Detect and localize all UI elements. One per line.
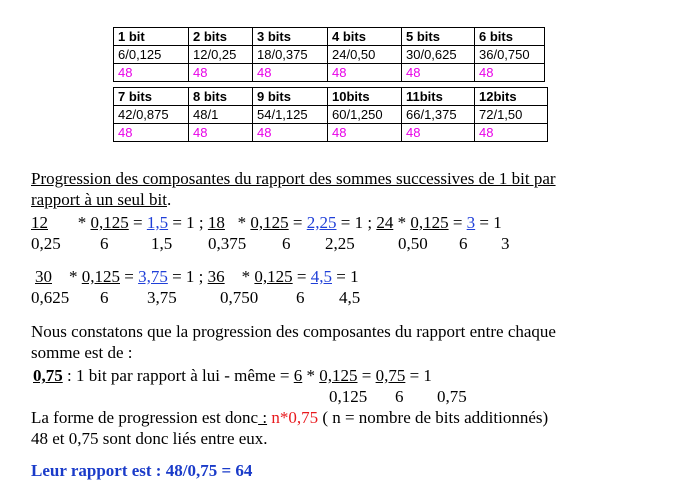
calc-denominator: 2,25: [325, 234, 355, 253]
calc-denominator: 0,125: [329, 387, 368, 406]
calc-denominator: 3,75: [147, 288, 177, 307]
linked-line: 48 et 0,75 sont donc liés entre eux.: [31, 429, 268, 448]
paragraph-line1: Nous constatons que la progression des composantes du rapport entre chaque: [31, 322, 556, 341]
calc-denominator: 1,5: [151, 234, 173, 253]
calc-denominator: 0,75: [437, 387, 467, 406]
table-result-cell: 48: [328, 64, 402, 82]
table-result-cell: 48: [253, 64, 328, 82]
calc-line-2: [35, 267, 359, 287]
table-header-cell: 10bits: [328, 88, 402, 106]
calc-operator: *: [241, 267, 255, 286]
table-result-cell: 48: [328, 124, 402, 142]
calc-numerator: 30: [35, 267, 52, 286]
table-row: [114, 106, 548, 124]
conclusion: Leur rapport est : 48/0,75 = 64: [31, 461, 253, 480]
calc-tail: = 1 ;: [167, 267, 208, 286]
calc-numerator: 18: [207, 213, 225, 232]
table-row: [114, 64, 545, 82]
table-result-cell: 48: [402, 64, 475, 82]
table-cell: 48/1: [189, 106, 253, 124]
table-cell: 36/0,750: [475, 46, 545, 64]
table-header-cell: 8 bits: [189, 88, 253, 106]
calc-operator: *: [302, 366, 320, 385]
calc-numerator: 36: [207, 267, 225, 286]
ratio-line: [33, 366, 432, 386]
table-header-cell: 12bits: [475, 88, 548, 106]
calc-numerator: 6: [293, 366, 303, 385]
table-cell: 12/0,25: [189, 46, 253, 64]
table-cell: 24/0,50: [328, 46, 402, 64]
calc-denominator: 0,375: [208, 234, 247, 253]
calc-result: 3,75: [138, 267, 168, 286]
form-formula: n*0,75: [267, 408, 319, 427]
calc-denominator: 6: [282, 234, 291, 253]
calc-operator: =: [120, 267, 139, 286]
table-cell: 18/0,375: [253, 46, 328, 64]
table-header-cell: 4 bits: [328, 28, 402, 46]
table-header-cell: 9 bits: [253, 88, 328, 106]
calc-denominator: 6: [100, 234, 109, 253]
table-cell: 30/0,625: [402, 46, 475, 64]
calc-denominator: 6: [395, 387, 404, 406]
calc-factor: 0,125: [90, 213, 129, 232]
table-cell: 6/0,125: [114, 46, 189, 64]
section-heading-period: .: [166, 190, 172, 209]
calc-denominator: 0,25: [31, 234, 61, 253]
calc-result: 4,5: [310, 267, 332, 286]
form-text: La forme de progression est donc: [31, 408, 259, 427]
calc-tail: = 1: [405, 366, 432, 385]
calc-tail: = 1: [475, 213, 502, 232]
calc-result: 3: [466, 213, 476, 232]
calc-factor: 0,125: [250, 213, 289, 232]
table-header-cell: 1 bit: [114, 28, 189, 46]
section-heading-line1: Progression des composantes du rapport des sommes successives de 1 bit par: [31, 169, 556, 188]
form-line: [31, 408, 548, 428]
table-cell: 72/1,50: [475, 106, 548, 124]
table-result-cell: 48: [253, 124, 328, 142]
calc-factor: 0,125: [81, 267, 120, 286]
calc-result: 0,75: [375, 366, 406, 385]
calc-operator: =: [357, 366, 376, 385]
table-cell: 42/0,875: [114, 106, 189, 124]
calc-line-1: [31, 213, 502, 233]
calc-factor: 0,125: [254, 267, 293, 286]
table-row: [114, 28, 545, 46]
calc-result: 2,25: [306, 213, 337, 232]
calc-operator: =: [128, 213, 147, 232]
calc-operator: *: [69, 267, 82, 286]
calc-factor: 0,125: [410, 213, 449, 232]
calc-factor: 0,125: [319, 366, 358, 385]
calc-operator: *: [77, 213, 91, 232]
calc-numerator: 24: [376, 213, 394, 232]
table-result-cell: 48: [475, 124, 548, 142]
section-heading-underlined: rapport à un seul bit: [31, 190, 167, 209]
calc-denominator: 6: [459, 234, 468, 253]
calc-operator: =: [448, 213, 467, 232]
calc-tail: = 1 ;: [336, 213, 377, 232]
calc-denominator: 6: [100, 288, 109, 307]
ratio-value: 0,75: [33, 366, 63, 385]
bits-table-1: [113, 27, 545, 82]
calc-tail: = 1 ;: [168, 213, 208, 232]
table-header-cell: 11bits: [402, 88, 475, 106]
table-result-cell: 48: [189, 124, 253, 142]
table-header-cell: 2 bits: [189, 28, 253, 46]
calc-numerator: 12: [31, 213, 48, 232]
paragraph-line2: somme est de :: [31, 343, 133, 362]
form-note: ( n = nombre de bits additionnés): [318, 408, 549, 427]
ratio-text: : 1 bit par rapport à lui - même =: [62, 366, 294, 385]
calc-operator: =: [288, 213, 307, 232]
calc-denominator: 0,625: [31, 288, 70, 307]
table-cell: 54/1,125: [253, 106, 328, 124]
calc-denominator: 3: [501, 234, 510, 253]
table-header-cell: 5 bits: [402, 28, 475, 46]
table-header-cell: 7 bits: [114, 88, 189, 106]
table-cell: 60/1,250: [328, 106, 402, 124]
form-colon: :: [258, 408, 268, 427]
calc-denominator: 4,5: [339, 288, 361, 307]
table-result-cell: 48: [189, 64, 253, 82]
table-row: [114, 46, 545, 64]
calc-denominator: 0,750: [220, 288, 259, 307]
calc-operator: *: [237, 213, 251, 232]
calc-operator: *: [393, 213, 411, 232]
calc-denominator: 6: [296, 288, 305, 307]
calc-tail: = 1: [332, 267, 359, 286]
calc-result: 1,5: [146, 213, 169, 232]
calc-operator: =: [292, 267, 311, 286]
table-header-cell: 6 bits: [475, 28, 545, 46]
bits-table-2: [113, 87, 548, 142]
table-header-cell: 3 bits: [253, 28, 328, 46]
section-heading-line2: [31, 190, 171, 210]
table-result-cell: 48: [475, 64, 545, 82]
table-result-cell: 48: [114, 124, 189, 142]
table-result-cell: 48: [114, 64, 189, 82]
table-row: [114, 88, 548, 106]
table-result-cell: 48: [402, 124, 475, 142]
table-cell: 66/1,375: [402, 106, 475, 124]
calc-denominator: 0,50: [398, 234, 428, 253]
table-row: [114, 124, 548, 142]
